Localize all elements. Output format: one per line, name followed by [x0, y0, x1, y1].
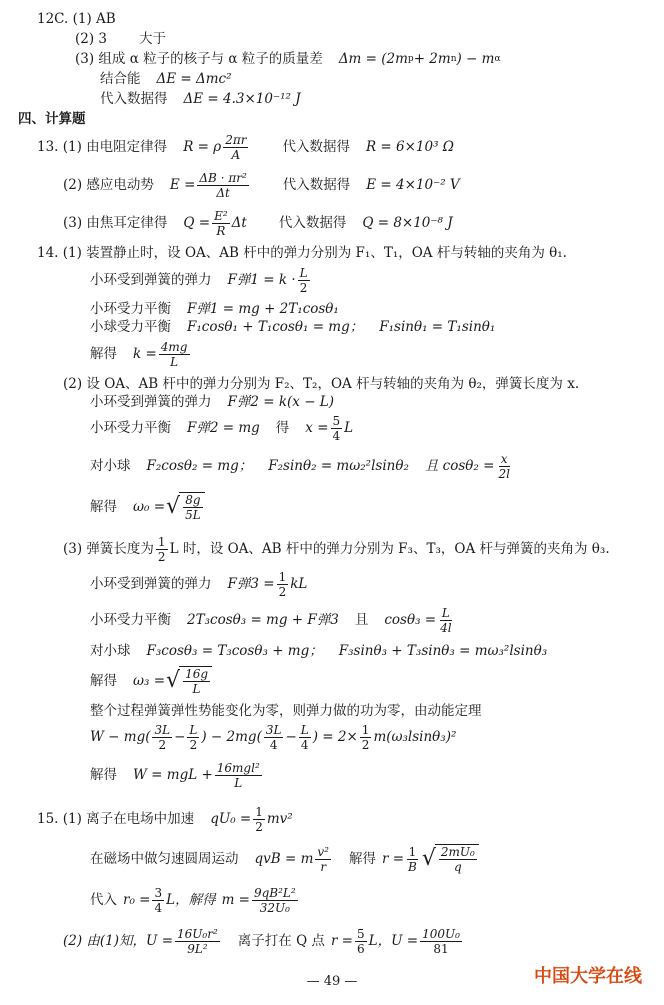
line-12c-4: 结合能 ΔE = Δmc²	[100, 71, 232, 87]
square-root: √ $\frac{16g}{L}$	[166, 665, 212, 697]
line-14-10: 解得 ω₀ = √ $\frac{8g}{5L}$	[90, 490, 206, 524]
fraction: $\frac{5}{6}$	[357, 926, 365, 956]
fraction: $\frac{x}{2l}$	[498, 451, 510, 481]
fraction: $\frac{1}{2}$	[255, 804, 263, 834]
line-13-2: (2) 感应电动势 E = $\frac{\text{ΔB · πr²}}{\Delta t}$ 代入数据得 E = 4×10⁻² V	[63, 170, 460, 200]
fraction: $\frac{4mg}{L}$	[160, 339, 188, 369]
section-heading: 四、计算题	[18, 111, 86, 127]
line-14-4: 小球受力平衡 F₁cosθ₁ + T₁cosθ₁ = mg； F₁sinθ₁ = T₁sinθ₁	[90, 319, 496, 335]
line-14-5: 解得 k = $\frac{4mg}{L}$	[90, 339, 188, 369]
line-14-2: 小环受到弹簧的弹力 F弹1 = k · $\frac{L}{2}$	[90, 265, 308, 295]
line-12c-3: (3) 组成 α 粒子的核子与 α 粒子的质量差 Δm = (2m p + 2m n ) − m α	[75, 51, 501, 67]
square-root: √ $\frac{8g}{5L}$	[166, 491, 205, 523]
fraction: $\frac{5}{4}$	[332, 413, 341, 443]
line-14-11: (3) 弹簧长度为 $\frac{1}{2}$ L 时，设 OA、AB 杆中的弹力分别为 F₃、T₃，OA 杆与弹簧的夹角为 θ₃.	[63, 534, 610, 564]
fraction: $\frac{1}{B}$	[408, 844, 417, 874]
fraction: $\frac{1}{2}$	[157, 534, 166, 564]
line-15-3: 代入 r₀ = $\frac{3}{4}$ L，解得 m = $\frac{\text{9qB²L²}}{\text{32U₀}}$	[90, 885, 296, 915]
fraction: $\frac{L}{4l}$	[440, 605, 452, 635]
fraction: $\frac{\text{16mgl²}}{L}$	[216, 760, 260, 790]
line-14-9: 对小球 F₂cosθ₂ = mg； F₂sinθ₂ = mω₂²lsinθ₂ 且 cosθ₂ = $\frac{x}{2l}$	[90, 451, 510, 481]
fraction: $\frac{2\pi r}{A}$	[225, 132, 247, 162]
line-14-18: 解得 W = mgL + $\frac{\text{16mgl²}}{L}$	[90, 760, 260, 790]
fraction: $\frac{\text{100U₀}}{81}$	[422, 926, 460, 956]
fraction: $\frac{\text{16U₀r²}}{\text{9L²}}$	[177, 926, 218, 956]
square-root: √ $\frac{\text{2mU₀}}{q}$	[422, 843, 479, 875]
line-14-12: 小环受到弹簧的弹力 F弹3 = $\frac{1}{2}$ kL	[90, 569, 308, 599]
line-14-3: 小环受力平衡 F弹1 = mg + 2T₁cosθ₁	[90, 301, 339, 317]
page-number: — 49 —	[306, 974, 358, 989]
line-14-6: (2) 设 OA、AB 杆中的弹力分别为 F₂、T₂，OA 杆与转轴的夹角为 θ₂，弹簧长度为 x.	[63, 376, 580, 392]
fraction: $\frac{L}{2}$	[299, 265, 308, 295]
fraction: $\frac{3}{4}$	[154, 885, 163, 915]
fraction: $\frac{1}{2}$	[278, 569, 287, 599]
line-15-4: (2) 由(1)知，U = $\frac{\text{16U₀r²}}{\text{9L²}}$ 离子打在 Q 点 r = $\frac{5}{6}$ L，U = $\frac{\text{100U₀}}{81}$	[63, 926, 460, 956]
line-14-13: 小环受力平衡 2T₃cosθ₃ = mg + F弹3 且 cosθ₃ = $\frac{L}{4l}$	[90, 605, 452, 635]
line-15-1: 15. (1) 离子在电场中加速 qU₀ = $\frac{1}{2}$ mv²	[37, 804, 293, 834]
line-13-3: (3) 由焦耳定律得 Q = $\frac{\text{E²}}{R}$ Δt 代入数据得 Q = 8×10⁻⁸ J	[63, 208, 453, 238]
line-14-8: 小环受力平衡 F弹2 = mg 得 x = $\frac{5}{4}$ L	[90, 413, 354, 443]
line-14-1: 14. (1) 装置静止时，设 OA、AB 杆中的弹力分别为 F₁、T₁，OA 杆与转轴的夹角为 θ₁.	[37, 245, 567, 261]
line-12c-5: 代入数据得 ΔE = 4.3×10⁻¹² J	[100, 91, 301, 107]
fraction: $\frac{\text{9qB²L²}}{\text{32U₀}}$	[253, 885, 296, 915]
line-13-1: 13. (1) 由电阻定律得 R = ρ $\frac{2\pi r}{A}$ 代入数据得 R = 6×10³ Ω	[37, 132, 454, 162]
line-14-16: 整个过程弹簧弹性势能变化为零，则弹力做的功为零，由动能定理	[90, 703, 482, 719]
fraction: $\frac{\text{ΔB · πr²}}{\Delta t}$	[199, 170, 247, 200]
line-12c-1: 12C. (1) AB	[37, 11, 116, 27]
fraction: $\frac{\text{E²}}{R}$	[214, 208, 228, 238]
line-12c-2: (2) 3 大于	[75, 31, 167, 47]
line-14-14: 对小球 F₃cosθ₃ = T₃cosθ₃ + mg； F₃sinθ₃ + T₃sinθ₃ = mω₃²lsinθ₃	[90, 643, 548, 659]
watermark-logo: 中国大学在线	[534, 966, 642, 987]
fraction: $\frac{\text{v²}}{r}$	[317, 844, 329, 874]
line-14-7: 小环受到弹簧的弹力 F弹2 = k(x − L)	[90, 394, 335, 410]
line-14-15: 解得 ω₃ = √ $\frac{16g}{L}$	[90, 664, 213, 698]
line-15-2: 在磁场中做匀速圆周运动 qvB = m $\frac{\text{v²}}{r}$ 解得 r = $\frac{1}{B}$ √ $\frac{\text{2mU₀}}{q}$	[90, 840, 480, 878]
line-14-17: W − mg( $\frac{3L}{2}$ − $\frac{L}{2}$ ) − 2mg( $\frac{3L}{4}$ − $\frac{L}{4}$ ) = 2× $\frac{1}{2}$ m(ω₃lsinθ₃)²	[90, 722, 457, 752]
